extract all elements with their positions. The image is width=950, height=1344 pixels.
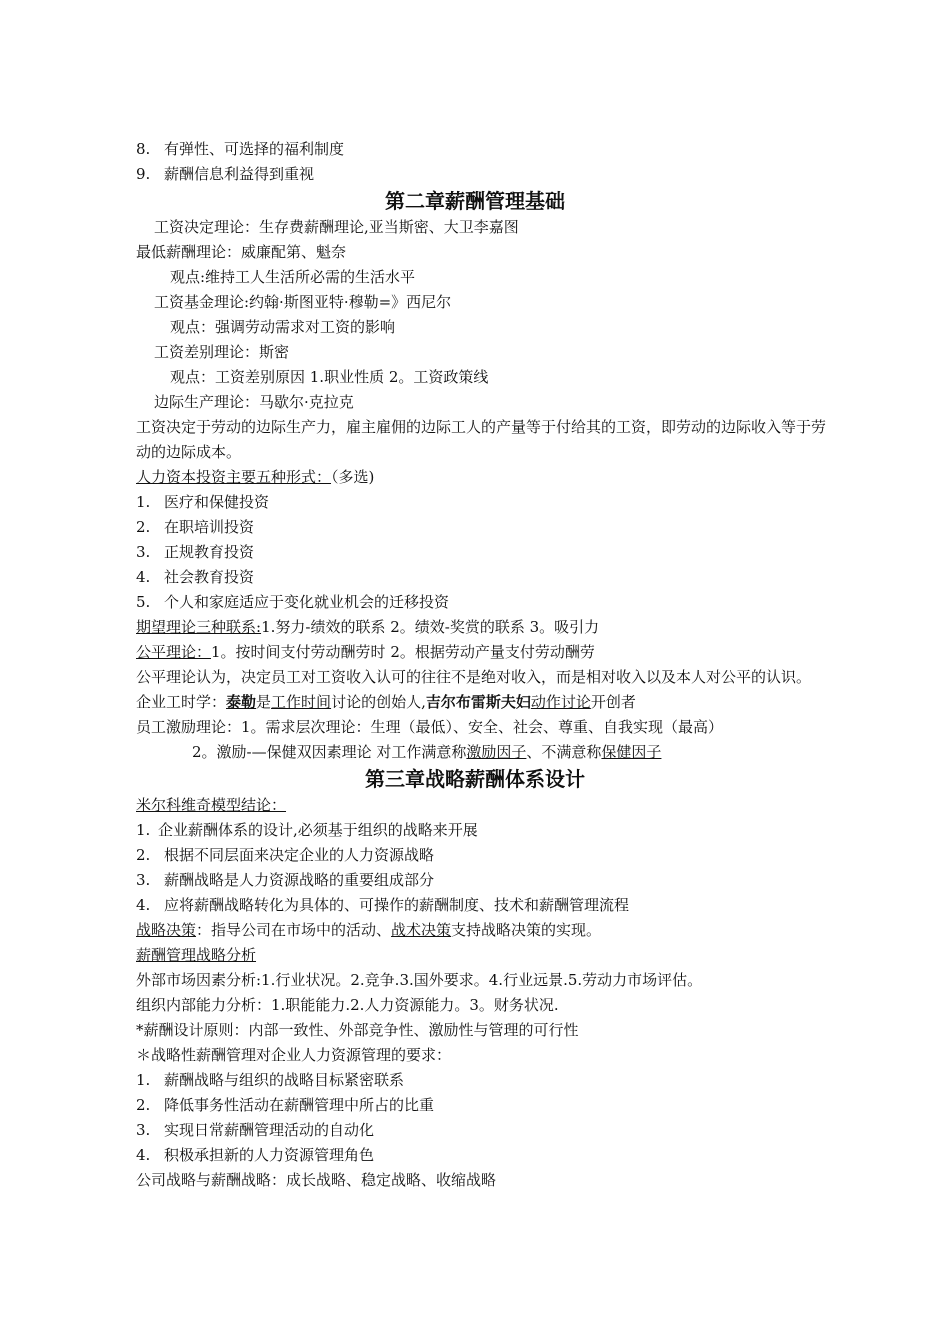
multi-choice-note: （多选) xyxy=(331,468,375,486)
internal-analysis-line: 组织内部能力分析：1.职能能力.2.人力资源能力。3。财务状况. xyxy=(136,996,559,1014)
list-number: 5. xyxy=(136,593,151,611)
tactical-decision-term: 战术决策 xyxy=(391,921,452,939)
list-number: 2. xyxy=(136,518,151,536)
strategy-types-line: 公司战略与薪酬战略：成长战略、稳定战略、收缩战略 xyxy=(136,1171,497,1189)
list-number: 3. xyxy=(136,543,151,561)
list-item xyxy=(136,868,826,893)
list-text: 在职培训投资 xyxy=(164,518,255,536)
human-capital-heading xyxy=(136,465,826,490)
two-factor-text: 、不满意称 xyxy=(526,743,602,761)
list-text: 薪酬战略是人力资源战略的重要组成部分 xyxy=(164,871,435,889)
list-item xyxy=(136,818,826,843)
human-capital-heading-text: 人力资本投资主要五种形式： xyxy=(136,468,332,486)
taylor-name: 泰勒 xyxy=(226,693,257,711)
list-number: 4. xyxy=(136,568,151,586)
list-item xyxy=(136,565,826,590)
wage-theory-line: 工资决定理论：生存费薪酬理论,亚当斯密、大卫李嘉图 xyxy=(154,218,519,236)
list-text: 实现日常薪酬管理活动的自动化 xyxy=(164,1121,375,1139)
list-text: 医疗和保健投资 xyxy=(164,493,270,511)
list-item xyxy=(136,137,826,162)
viewpoint-line: 观点：工资差别原因 1.职业性质 2。工资政策线 xyxy=(170,368,489,386)
document-body xyxy=(136,137,826,1193)
equity-text: 1。按时间支付劳动酬劳时 2。根据劳动产量支付劳动酬劳 xyxy=(211,643,595,661)
list-item xyxy=(136,1143,826,1168)
list-text: 降低事务性活动在薪酬管理中所占的比重 xyxy=(164,1096,435,1114)
list-item xyxy=(136,843,826,868)
two-factor-line xyxy=(136,740,826,765)
equity-theory-line xyxy=(136,640,826,665)
motivator-term: 激励因子 xyxy=(466,743,527,761)
gilbreth-name: 吉尔布雷斯夫妇 xyxy=(425,693,531,711)
list-item xyxy=(136,162,826,187)
list-number: 2. xyxy=(136,1096,151,1114)
wage-fund-theory-line: 工资基金理论:约翰·斯图亚特·穆勒=》西尼尔 xyxy=(154,293,452,311)
hygiene-term: 保健因子 xyxy=(601,743,662,761)
list-text: 根据不同层面来决定企业的人力资源战略 xyxy=(164,846,435,864)
list-text: 积极承担新的人力资源管理角色 xyxy=(164,1146,375,1164)
wage-diff-theory-line: 工资差别理论：斯密 xyxy=(154,343,290,361)
external-analysis-line: 外部市场因素分析:1.行业状况。2.竞争.3.国外要求。4.行业远景.5.劳动力市场评估。 xyxy=(136,971,703,989)
list-item xyxy=(136,490,826,515)
expectancy-text: 1.努力-绩效的联系 2。绩效-奖赏的联系 3。吸引力 xyxy=(261,618,600,636)
strategy-analysis-heading xyxy=(136,943,826,968)
motion-study-term: 动作讨论 xyxy=(530,693,591,711)
strategy-analysis-heading-text: 薪酬管理战略分析 xyxy=(136,946,257,964)
list-text: 薪酬信息利益得到重视 xyxy=(164,165,315,183)
expectancy-theory-line xyxy=(136,615,826,640)
list-text: 社会教育投资 xyxy=(164,568,255,586)
motivation-theory-line: 员工激励理论：1。需求层次理论：生理（最低）、安全、社会、尊重、自我实现（最高） xyxy=(136,718,724,736)
list-text: 有弹性、可选择的福利制度 xyxy=(164,140,345,158)
list-item xyxy=(136,1068,826,1093)
chapter-2-title: 第二章薪酬管理基础 xyxy=(385,189,565,213)
list-item xyxy=(136,590,826,615)
list-number: 4. xyxy=(136,1146,151,1164)
list-text: 薪酬战略与组织的战略目标紧密联系 xyxy=(164,1071,405,1089)
milkovich-heading-text: 米尔科维奇模型结论： xyxy=(136,796,287,814)
list-text: 应将薪酬战略转化为具体的、可操作的薪酬制度、技术和薪酬管理流程 xyxy=(164,896,630,914)
viewpoint-line: 观点：强调劳动需求对工资的影响 xyxy=(170,318,396,336)
work-time-term: 工作时间 xyxy=(271,693,332,711)
list-item xyxy=(136,1093,826,1118)
work-time-text: 是 xyxy=(256,693,272,711)
strategic-decision-text: 支持战略决策的实现。 xyxy=(451,921,602,939)
equity-paragraph: 公平理论认为，决定员工对工资收入认可的往往不是绝对收入，而是相对收入以及本人对公平的认识。 xyxy=(136,668,812,686)
list-number: 3. xyxy=(136,1121,151,1139)
milkovich-heading xyxy=(136,793,826,818)
expectancy-heading: 期望理论三种联系: xyxy=(136,618,262,636)
list-text: 企业薪酬体系的设计,必须基于组织的战略来开展 xyxy=(158,821,478,839)
list-item xyxy=(136,1118,826,1143)
design-principle-line: *薪酬设计原则：内部一致性、外部竞争性、激励性与管理的可行性 xyxy=(136,1021,579,1039)
work-time-label: 企业工时学： xyxy=(136,693,227,711)
list-item xyxy=(136,893,826,918)
viewpoint-line: 观点:维持工人生活所必需的生活水平 xyxy=(170,268,416,286)
list-number: 2. xyxy=(136,846,151,864)
list-number: 9. xyxy=(136,165,151,183)
list-number: 4. xyxy=(136,896,151,914)
list-number: 1. xyxy=(136,1071,151,1089)
strategic-decision-term: 战略决策 xyxy=(136,921,197,939)
marginal-paragraph: 工资决定于劳动的边际生产力，雇主雇佣的边际工人的产量等于付给其的工资，即劳动的边际收入等于劳动的边际成本。 xyxy=(136,418,827,461)
list-number: 8. xyxy=(136,140,151,158)
work-time-text: 讨论的创始人, xyxy=(331,693,426,711)
two-factor-text: 2。激励-—保健双因素理论 对工作满意称 xyxy=(192,743,467,761)
strategic-decision-line xyxy=(136,918,826,943)
list-item xyxy=(136,540,826,565)
work-time-text: 开创者 xyxy=(590,693,636,711)
list-text: 个人和家庭适应于变化就业机会的迁移投资 xyxy=(164,593,450,611)
list-number: 3. xyxy=(136,871,151,889)
list-number: 1. xyxy=(136,493,151,511)
list-text: 正规教育投资 xyxy=(164,543,255,561)
work-time-line xyxy=(136,690,826,715)
min-wage-theory-line: 最低薪酬理论：威廉配第、魁奈 xyxy=(136,243,347,261)
list-number: 1. xyxy=(136,821,151,839)
equity-heading: 公平理论： xyxy=(136,643,212,661)
marginal-theory-line: 边际生产理论：马歇尔·克拉克 xyxy=(154,393,354,411)
strategic-decision-text: ：指导公司在市场中的活动、 xyxy=(196,921,392,939)
requirements-heading: ＊战略性薪酬管理对企业人力资源管理的要求： xyxy=(136,1046,452,1064)
chapter-3-title: 第三章战略薪酬体系设计 xyxy=(365,767,585,791)
list-item xyxy=(136,515,826,540)
